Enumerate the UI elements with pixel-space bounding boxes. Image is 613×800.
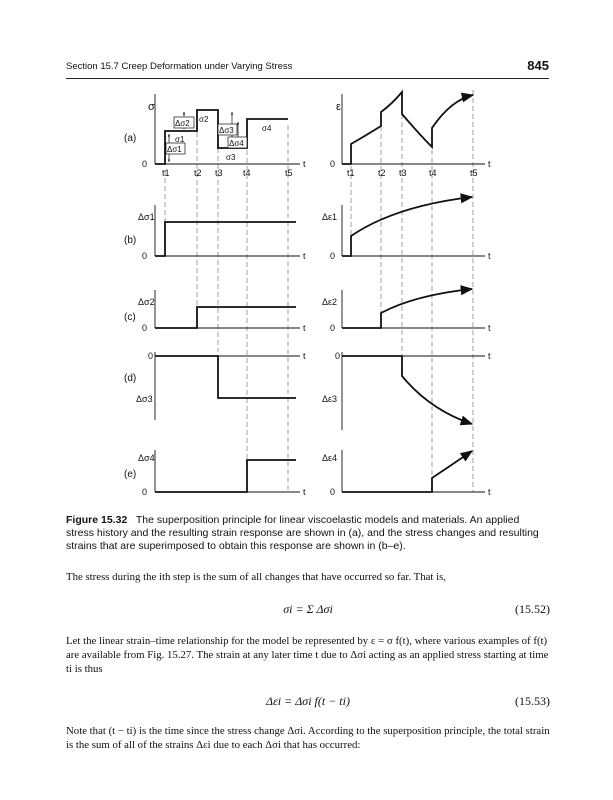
sigma3-label: σ3	[226, 153, 236, 162]
delta-sigma2-c: Δσ2	[138, 297, 155, 307]
delta-eps2-curve	[342, 289, 472, 328]
total-strain-curve	[342, 92, 473, 164]
t-axis-d: t	[303, 351, 306, 361]
delta-eps3-d: Δε3	[322, 394, 338, 404]
equation-15-52	[66, 602, 550, 620]
zero-d-strain: 0	[335, 351, 341, 361]
zero-b: 0	[142, 251, 148, 261]
zero-e: 0	[142, 487, 148, 497]
delta-sigma4-e: Δσ4	[138, 453, 155, 463]
stress-axis-label: σ	[148, 101, 155, 113]
delta-sigma3-a: Δσ3	[219, 126, 234, 135]
zero-b-strain: 0	[330, 251, 336, 261]
tick-t4: t4	[243, 168, 251, 178]
delta-sigma1-a: Δσ1	[167, 145, 182, 154]
strain-axis-label: ε	[336, 101, 341, 113]
zero-c-strain: 0	[330, 323, 336, 333]
figure-caption	[66, 514, 550, 553]
time-tick-labels-strain	[347, 168, 478, 178]
t-axis-c: t	[303, 323, 306, 333]
delta-eps4-e: Δε4	[322, 453, 338, 463]
t-axis-a: t	[303, 159, 306, 169]
tick-t3: t3	[215, 168, 223, 178]
t-axis-e: t	[303, 487, 306, 497]
row-label-c: (c)	[124, 312, 136, 323]
caption-label: Figure 15.32	[66, 514, 128, 526]
tick-t3-strain: t3	[399, 168, 407, 178]
delta-eps4-curve	[342, 451, 472, 492]
delta-sigma3-d: Δσ3	[136, 394, 153, 404]
delta-eps1-b: Δε1	[322, 212, 338, 222]
zero-d: 0	[148, 351, 154, 361]
caption-text: The superposition principle for linear viscoelastic models and materials. An applied stress history and the resulting strain response are shown in (a), and the stress changes and resulting strains that are superimposed to obtain this response are shown in (b–e).	[66, 514, 539, 552]
paragraph-3: Note that (t − ti) is the time since the stress change Δσi. According to the superposition principle, the total strain is the sum of all of the strains Δεi due to each Δσi that has occurred:	[66, 725, 550, 751]
sigma1-label: σ1	[175, 135, 185, 144]
equation-15-52-body: σi = Σ Δσi	[283, 602, 333, 616]
equation-15-53-body: Δεi = Δσi f(t − ti)	[266, 694, 350, 708]
t-axis-b: t	[303, 251, 306, 261]
equation-15-53	[66, 694, 550, 712]
tick-t2-strain: t2	[378, 168, 386, 178]
tick-t2: t2	[194, 168, 202, 178]
delta-eps1-curve	[342, 197, 472, 256]
row-label-b: (b)	[124, 235, 137, 246]
delta-sigma4-a: Δσ4	[229, 139, 244, 148]
zero-e-strain: 0	[330, 487, 336, 497]
equation-15-53-number: (15.53)	[515, 694, 550, 708]
t-axis-c-strain: t	[488, 323, 491, 333]
section-title: Section 15.7 Creep Deformation under Varying Stress	[66, 61, 293, 72]
t-axis-a-strain: t	[488, 159, 491, 169]
page-number: 845	[527, 58, 549, 73]
delta-sigma2-step	[155, 307, 296, 328]
zero-a-strain: 0	[330, 159, 336, 169]
delta-sigma1-step	[155, 222, 296, 256]
tick-t4-strain: t4	[429, 168, 437, 178]
tick-t5: t5	[285, 168, 293, 178]
delta-sigma2-a: Δσ2	[175, 119, 190, 128]
zero-a: 0	[142, 159, 148, 169]
delta-sigma1-b: Δσ1	[138, 212, 155, 222]
tick-t1-strain: t1	[347, 168, 355, 178]
row-label-e: (e)	[124, 469, 137, 480]
paragraph-2: Let the linear strain–time relationship for the model be represented by ε = σ f(t), where various examples of f(t) are available from Fig. 15.27. The strain at any later time t due to Δσi acting as an applied stress starting at time ti is thus	[66, 635, 549, 675]
row-label-d: (d)	[124, 373, 137, 384]
t-axis-e-strain: t	[488, 487, 491, 497]
paragraph-1: The stress during the ith step is the sum of all changes that have occurred so far. That is,	[66, 571, 446, 583]
t-axis-d-strain: t	[488, 351, 491, 361]
delta-eps3-curve	[342, 356, 472, 424]
zero-c: 0	[142, 323, 148, 333]
delta-eps2-c: Δε2	[322, 297, 338, 307]
time-tick-labels-stress	[162, 168, 293, 178]
delta-sigma3-step	[155, 356, 296, 398]
t-axis-b-strain: t	[488, 251, 491, 261]
tick-t1: t1	[162, 168, 170, 178]
row-label-a: (a)	[124, 133, 137, 144]
tick-t5-strain: t5	[470, 168, 478, 178]
sigma4-label: σ4	[262, 124, 272, 133]
equation-15-52-number: (15.52)	[515, 602, 550, 616]
delta-sigma4-step	[155, 460, 296, 492]
sigma2-label: σ2	[199, 115, 209, 124]
